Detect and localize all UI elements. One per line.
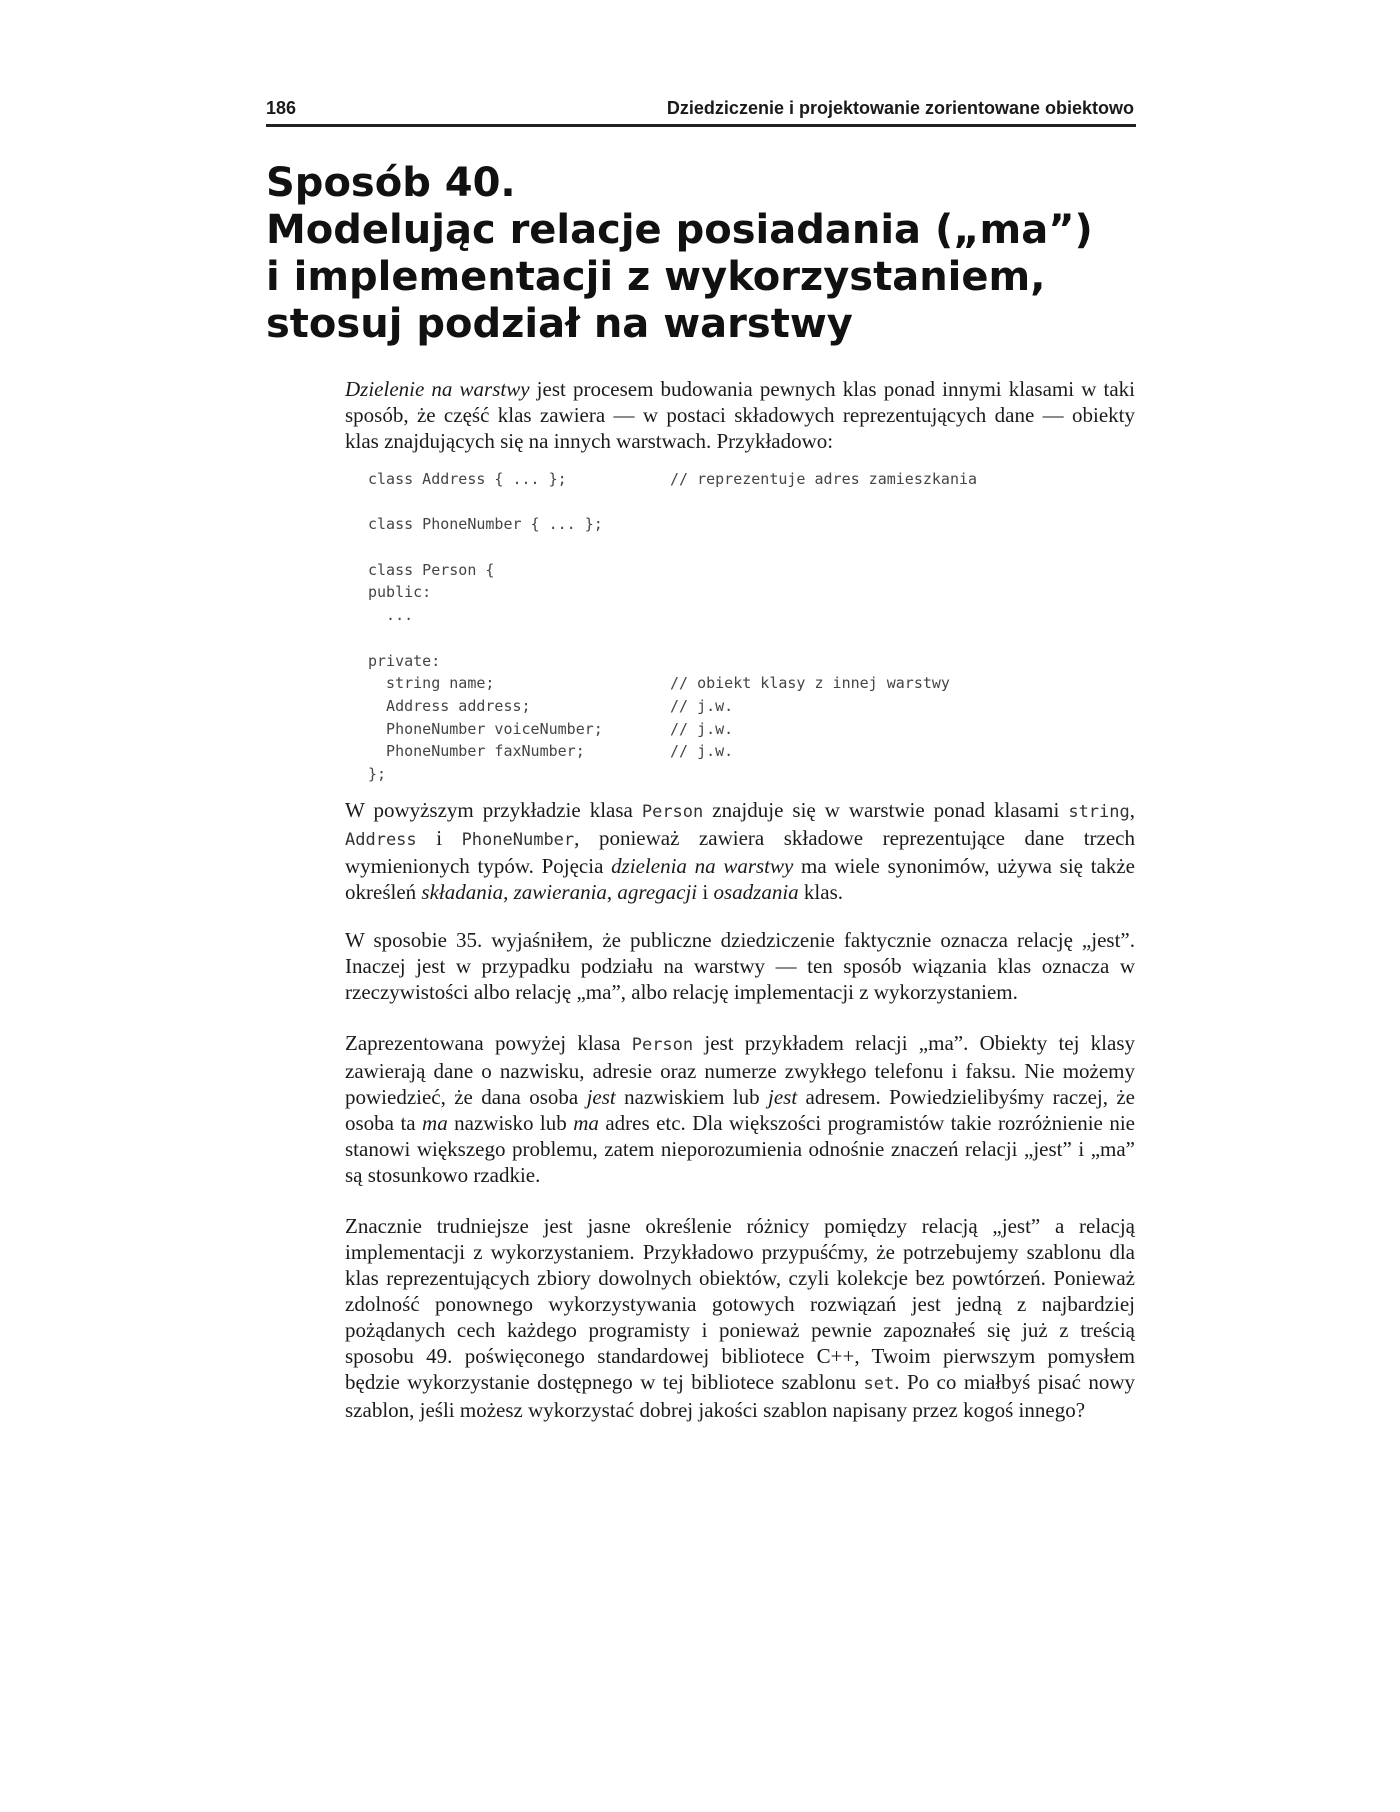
- code-listing: [368, 468, 978, 786]
- code-line: [368, 513, 603, 536]
- code-comment: // j.w.: [670, 742, 734, 761]
- term-emphasis: jest: [586, 1085, 616, 1109]
- text-run: i: [697, 880, 714, 904]
- title-line: Sposób 40.: [266, 160, 516, 206]
- term-emphasis: ma: [422, 1111, 448, 1135]
- text-run: i: [416, 826, 462, 850]
- text-run: Znacznie trudniejsze jest jasne określenie różnicy pomiędzy relacją „jest” a relacją implementacji z wykorzystaniem. Przykładowo przypuśćmy, że potrzebujemy szablonu dla klas reprezentujących zbiory dowolnych obiektów, czyli kolekcje bez powtórzeń. Ponieważ zdolność ponownego wykorzystywania gotowych rozwiązań jest jedną z najbardziej pożądanych cech każdego programisty i ponieważ pewnie zapoznałeś się już z treścią sposobu 49. poświęconego standardowej bibliotece C++, Twoim pierwszym pomysłem będzie wykorzystanie dostępnego w tej bibliotece szablonu: [345, 1214, 1135, 1394]
- code-text: string name;: [368, 674, 495, 693]
- code-comment: // obiekt klasy z innej warstwy: [670, 674, 950, 693]
- inline-code: set: [863, 1374, 895, 1394]
- text-run: nazwiskiem lub: [615, 1085, 768, 1109]
- code-line: [368, 718, 734, 741]
- code-comment: // reprezentuje adres zamieszkania: [670, 470, 978, 488]
- text-run: ,: [1129, 798, 1135, 822]
- code-line: [368, 604, 603, 627]
- inline-code: Address: [345, 830, 417, 850]
- intro-text: jest procesem budowania pewnych klas ponad innymi klasami w taki sposób, że część klas zawiera — w postaci składowych reprezentujących dane — obiekty klas znajdujących się na innych warstwach. Przykładowo:: [345, 377, 1135, 453]
- code-line: [368, 581, 603, 604]
- text-run: ,: [606, 880, 618, 904]
- code-text: class Address { ... };: [368, 470, 567, 488]
- code-comment: // j.w.: [670, 696, 734, 715]
- text-run: znajduje się w warstwie ponad klasami: [703, 798, 1069, 822]
- inline-code: PhoneNumber: [461, 830, 575, 850]
- chapter-title: [266, 160, 1146, 348]
- code-line: [368, 536, 603, 559]
- code-text: ...: [368, 606, 414, 625]
- running-head: Dziedziczenie i projektowanie zorientowane obiektowo: [666, 98, 1134, 118]
- text-run: , ponieważ zawiera składowe reprezentujące dane trzech wymienionych typów. Pojęcia: [345, 826, 1135, 878]
- title-line: stosuj podział na warstwy: [266, 301, 853, 347]
- code-text: };: [368, 764, 387, 783]
- term-emphasis: zawierania: [513, 880, 607, 904]
- code-text: PhoneNumber faxNumber;: [368, 742, 585, 761]
- text-run: klas.: [798, 880, 843, 904]
- code-line: [368, 695, 734, 718]
- intro-paragraph: [345, 376, 1135, 454]
- paragraph-layering: [345, 797, 1135, 905]
- code-text: class Person {: [368, 560, 495, 579]
- code-line: [368, 672, 950, 695]
- title-line: i implementacji z wykorzystaniem,: [266, 254, 1046, 300]
- text-run: adres etc. Dla większości programistów takie rozróżnienie nie stanowi większego problemu, zatem nieporozumienia odnośnie znaczeń relacji „jest” i „ma” są stosunkowo rzadkie.: [345, 1111, 1135, 1187]
- term-emphasis: Dzielenie na warstwy: [345, 377, 530, 401]
- code-text: public:: [368, 583, 432, 602]
- text-run: ,: [503, 880, 514, 904]
- code-text: class PhoneNumber { ... };: [368, 515, 603, 534]
- code-line: [368, 491, 603, 514]
- text-run: W powyższym przykładzie klasa: [345, 798, 642, 822]
- code-line: [368, 740, 734, 763]
- inline-code: string: [1068, 802, 1130, 822]
- code-line: [368, 650, 603, 673]
- inline-code: Person: [631, 1035, 694, 1055]
- term-emphasis: dzielenia na warstwy: [611, 854, 794, 878]
- code-text: PhoneNumber voiceNumber;: [368, 719, 603, 738]
- code-line: [368, 763, 603, 786]
- text-run: ma wiele synonimów, używa się także określeń: [345, 854, 1135, 904]
- term-emphasis: składania: [421, 880, 504, 904]
- term-emphasis: jest: [768, 1085, 798, 1109]
- page-number: 186: [266, 98, 297, 118]
- inline-code: Person: [641, 802, 704, 822]
- code-text: private:: [368, 651, 441, 670]
- paragraph-is-a: W sposobie 35. wyjaśniłem, że publiczne dziedziczenie faktycznie oznacza relację „jest”. Inaczej jest w przypadku podziału na warstwy — ten sposób wiązania klas oznacza w rzeczywistości albo relację „ma”, albo relację implementacji z wykorzystaniem.: [345, 928, 1135, 1004]
- code-comment: // j.w.: [670, 719, 734, 738]
- term-emphasis: osadzania: [713, 880, 799, 904]
- code-text: Address address;: [368, 696, 531, 715]
- page-header: [266, 96, 1136, 127]
- text-run: nazwisko lub: [447, 1111, 574, 1135]
- text-run: adresem. Powiedzielibyśmy raczej, że osoba ta: [345, 1085, 1135, 1135]
- paragraph-implementation: [345, 1213, 1135, 1423]
- text-run: Zaprezentowana powyżej klasa: [345, 1031, 632, 1055]
- text-run: jest przykładem relacji „ma”. Obiekty tej klasy zawierają dane o nazwisku, adresie oraz numerze zwykłego telefonu i faksu. Nie możemy powiedzieć, że dana osoba: [345, 1031, 1135, 1109]
- code-line: [368, 468, 978, 491]
- title-line: Modelując relacje posiadania („ma”): [266, 207, 1093, 253]
- term-emphasis: ma: [573, 1111, 599, 1135]
- paragraph-has-a: [345, 1030, 1135, 1188]
- code-line: [368, 627, 603, 650]
- term-emphasis: agregacji: [617, 880, 698, 904]
- text-run: . Po co miałbyś pisać nowy szablon, jeśli możesz wykorzystać dobrej jakości szablon napisany przez kogoś innego?: [345, 1370, 1135, 1422]
- code-line: [368, 559, 603, 582]
